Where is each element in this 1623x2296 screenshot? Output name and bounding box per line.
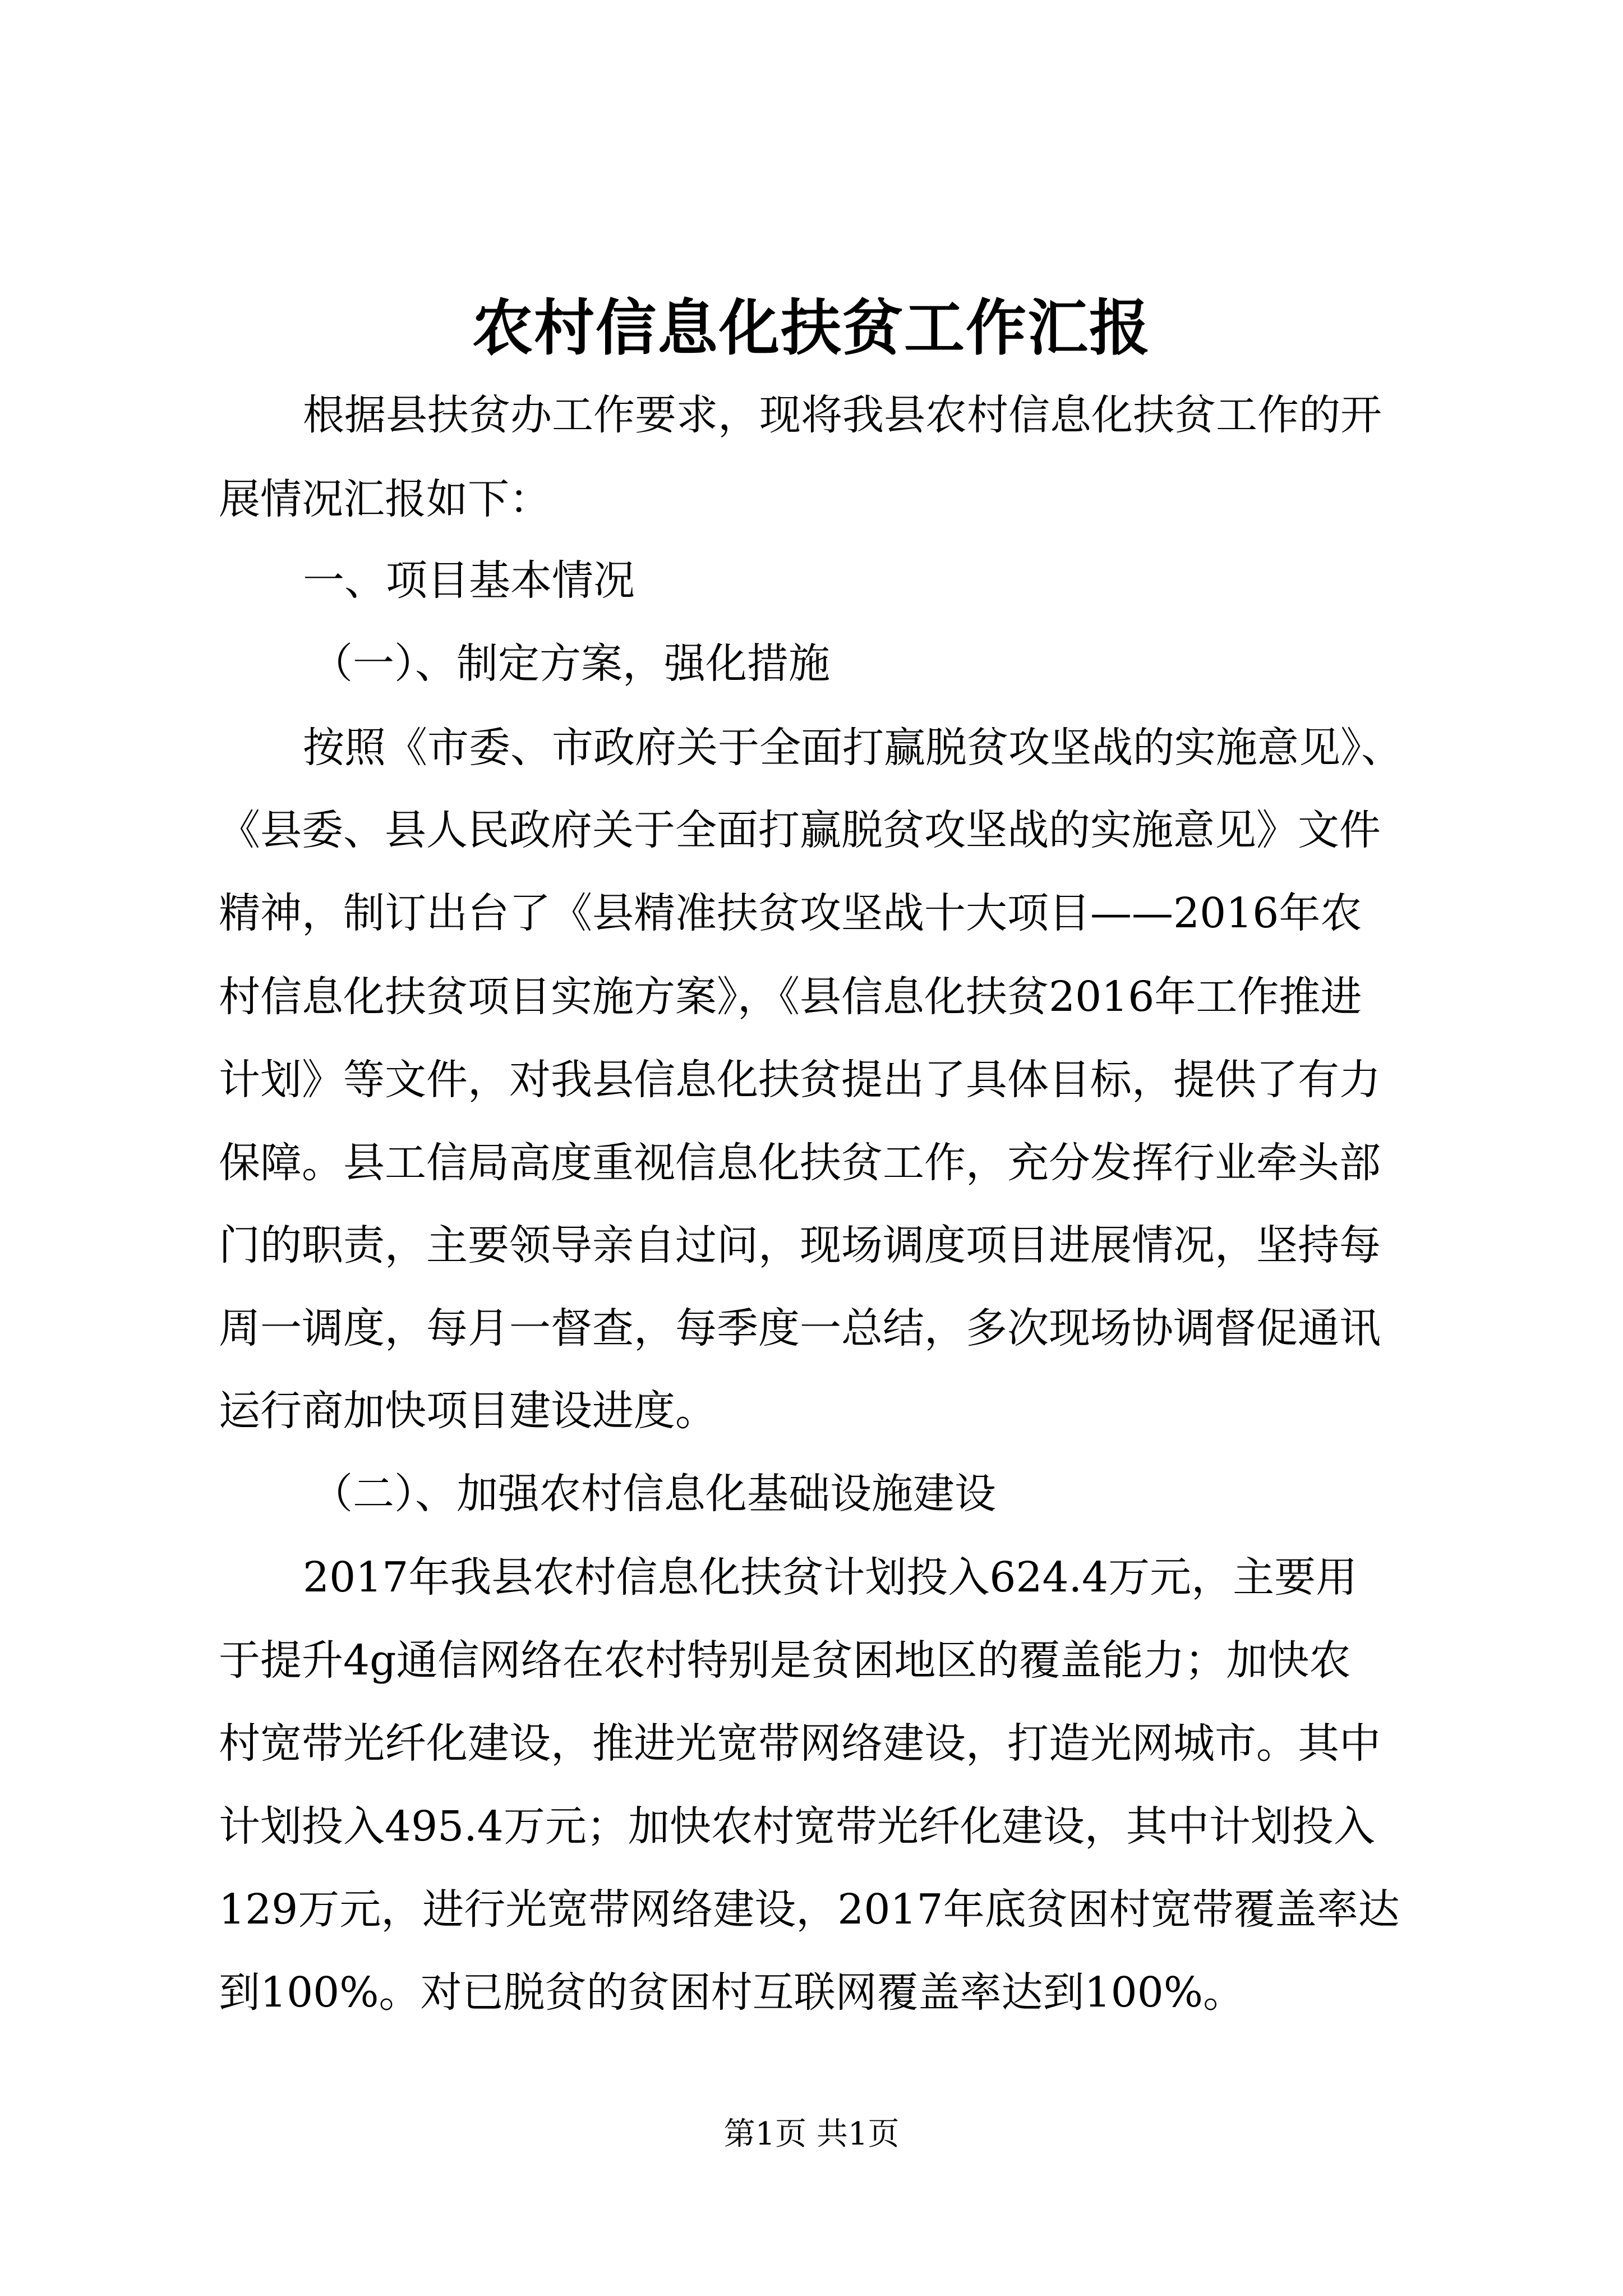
paragraph-line: 保障。县工信局高度重视信息化扶贫工作，充分发挥行业牵头部 (219, 1139, 1381, 1187)
paragraph-line: 《县委、县人民政府关于全面打赢脱贫攻坚战的实施意见》文件 (219, 806, 1381, 854)
paragraph-line: 门的职责，主要领导亲自过问，现场调度项目进展情况，坚持每 (219, 1221, 1381, 1269)
paragraph-line: 到100%。对已脱贫的贫困村互联网覆盖率达到100%。 (219, 1968, 1245, 2017)
section-heading: 一、项目基本情况 (303, 556, 635, 605)
paragraph-line: 计划投入495.4万元；加快农村宽带光纤化建设，其中计划投入 (219, 1802, 1375, 1851)
document-title: 农村信息化扶贫工作汇报 (472, 293, 1151, 364)
paragraph-line: 计划》等文件，对我县信息化扶贫提出了具体目标，提供了有力 (219, 1056, 1381, 1104)
paragraph-line: 周一调度，每月一督查，每季度一总结，多次现场协调督促通讯 (219, 1304, 1381, 1352)
subsection-heading: （一）、制定方案，强化措施 (311, 639, 830, 688)
paragraph-line: 2017年我县农村信息化扶贫计划投入624.4万元，主要用 (303, 1553, 1358, 1602)
paragraph-line: 运行商加快项目建设进度。 (219, 1387, 717, 1435)
paragraph-line: 展情况汇报如下： (219, 475, 551, 523)
paragraph-line: 按照《市委、市政府关于全面打赢脱贫攻坚战的实施意见》、 (303, 724, 1403, 772)
paragraph-line: 于提升4g通信网络在农村特别是贫困地区的覆盖能力；加快农 (219, 1636, 1351, 1685)
subsection-heading: （二）、加强农村信息化基础设施建设 (311, 1470, 996, 1518)
paragraph-line: 村信息化扶贫项目实施方案》，《县信息化扶贫2016年工作推进 (219, 973, 1362, 1021)
paragraph-line: 精神，制订出台了《县精准扶贫攻坚战十大项目——2016年农 (219, 889, 1362, 937)
paragraph-line: 村宽带光纤化建设，推进光宽带网络建设，打造光网城市。其中 (219, 1719, 1381, 1768)
paragraph-line: 根据县扶贫办工作要求，现将我县农村信息化扶贫工作的开 (303, 391, 1382, 439)
paragraph-line: 129万元，进行光宽带网络建设，2017年底贫困村宽带覆盖率达 (219, 1885, 1400, 1934)
page-footer: 第1页 共1页 (723, 2116, 900, 2152)
